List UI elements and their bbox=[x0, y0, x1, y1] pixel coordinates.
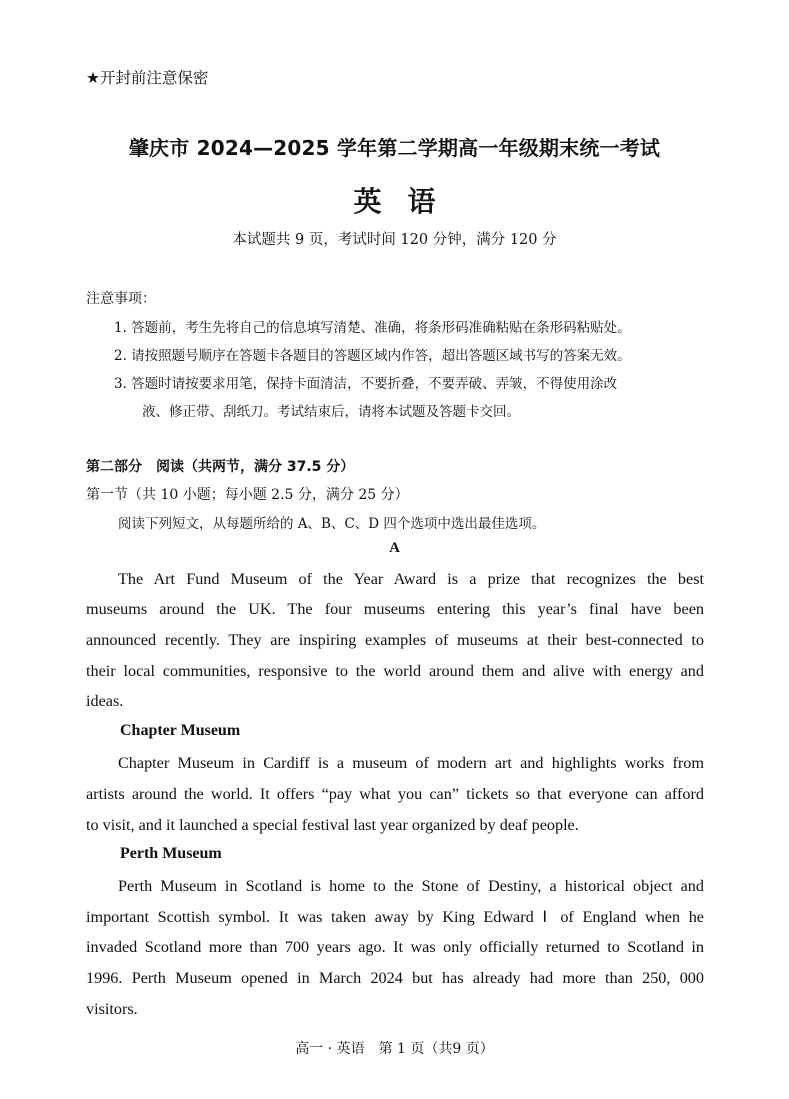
passage-line: to visit, and it launched a special festival last year organized by deaf people. bbox=[86, 816, 579, 834]
passage-letter: A bbox=[389, 540, 400, 556]
note-item: 1. 答题前，考生先将自己的信息填写清楚、准确，将条形码准确粘贴在条形码粘贴处。 bbox=[114, 320, 631, 336]
passage-line: The Art Fund Museum of the Year Award is a prize that recognizes the best bbox=[118, 570, 704, 588]
note-item: 2. 请按照题号顺序在答题卡各题目的答题区域内作答，超出答题区域书写的答案无效。 bbox=[114, 348, 631, 364]
perth-museum-heading: Perth Museum bbox=[120, 845, 222, 862]
passage-line: Chapter Museum in Cardiff is a museum of modern art and highlights works from bbox=[118, 754, 704, 772]
passage-line: their local communities, responsive to the world around them and alive with energy and bbox=[86, 662, 704, 680]
passage-line: invaded Scotland more than 700 years ago. It was only officially returned to Scotland in bbox=[86, 938, 704, 956]
exam-title: 肇庆市 2024—2025 学年第二学期高一年级期末统一考试 bbox=[128, 136, 661, 160]
passage-line: announced recently. They are inspiring examples of museums at their best-connected to bbox=[86, 631, 704, 649]
confidential-mark: ★开封前注意保密 bbox=[86, 69, 209, 87]
passage-line: 1996. Perth Museum opened in March 2024 but has already had more than 250, 000 bbox=[86, 969, 704, 987]
passage-line: visitors. bbox=[86, 1000, 138, 1018]
subject-title: 英语 bbox=[353, 185, 462, 218]
passage-line: artists around the world. It offers “pay what you can” tickets so that everyone can afford bbox=[86, 785, 704, 803]
exam-info: 本试题共 9 页，考试时间 120 分钟，满分 120 分 bbox=[232, 232, 557, 248]
note-item: 3. 答题时请按要求用笔，保持卡面清洁，不要折叠，不要弄破、弄皱，不得使用涂改 bbox=[114, 376, 618, 392]
section-part-title bbox=[86, 456, 354, 476]
note-item-continuation: 液、修正带、刮纸刀。考试结束后，请将本试题及答题卡交回。 bbox=[142, 404, 520, 420]
passage-line: important Scottish symbol. It was taken away by King Edward Ⅰ of England when he bbox=[86, 908, 704, 926]
notes-title: 注意事项： bbox=[86, 291, 156, 307]
chapter-museum-heading: Chapter Museum bbox=[120, 722, 241, 739]
section-sub-title: 第一节（共 10 小题；每小题 2.5 分，满分 25 分） bbox=[86, 487, 409, 503]
page-footer: 高一 · 英语 第 1 页（共9 页） bbox=[295, 1041, 494, 1057]
section-part-label: 第二部分 阅读（共两节，满分 37.5 分） bbox=[86, 459, 355, 475]
passage-line: Perth Museum in Scotland is home to the Stone of Destiny, a historical object and bbox=[118, 877, 704, 895]
reading-instruction: 阅读下列短文，从每题所给的 A、B、C、D 四个选项中选出最佳选项。 bbox=[118, 516, 546, 532]
passage-line: ideas. bbox=[86, 692, 124, 710]
passage-line: museums around the UK. The four museums entering this year’s final have been bbox=[86, 600, 704, 618]
